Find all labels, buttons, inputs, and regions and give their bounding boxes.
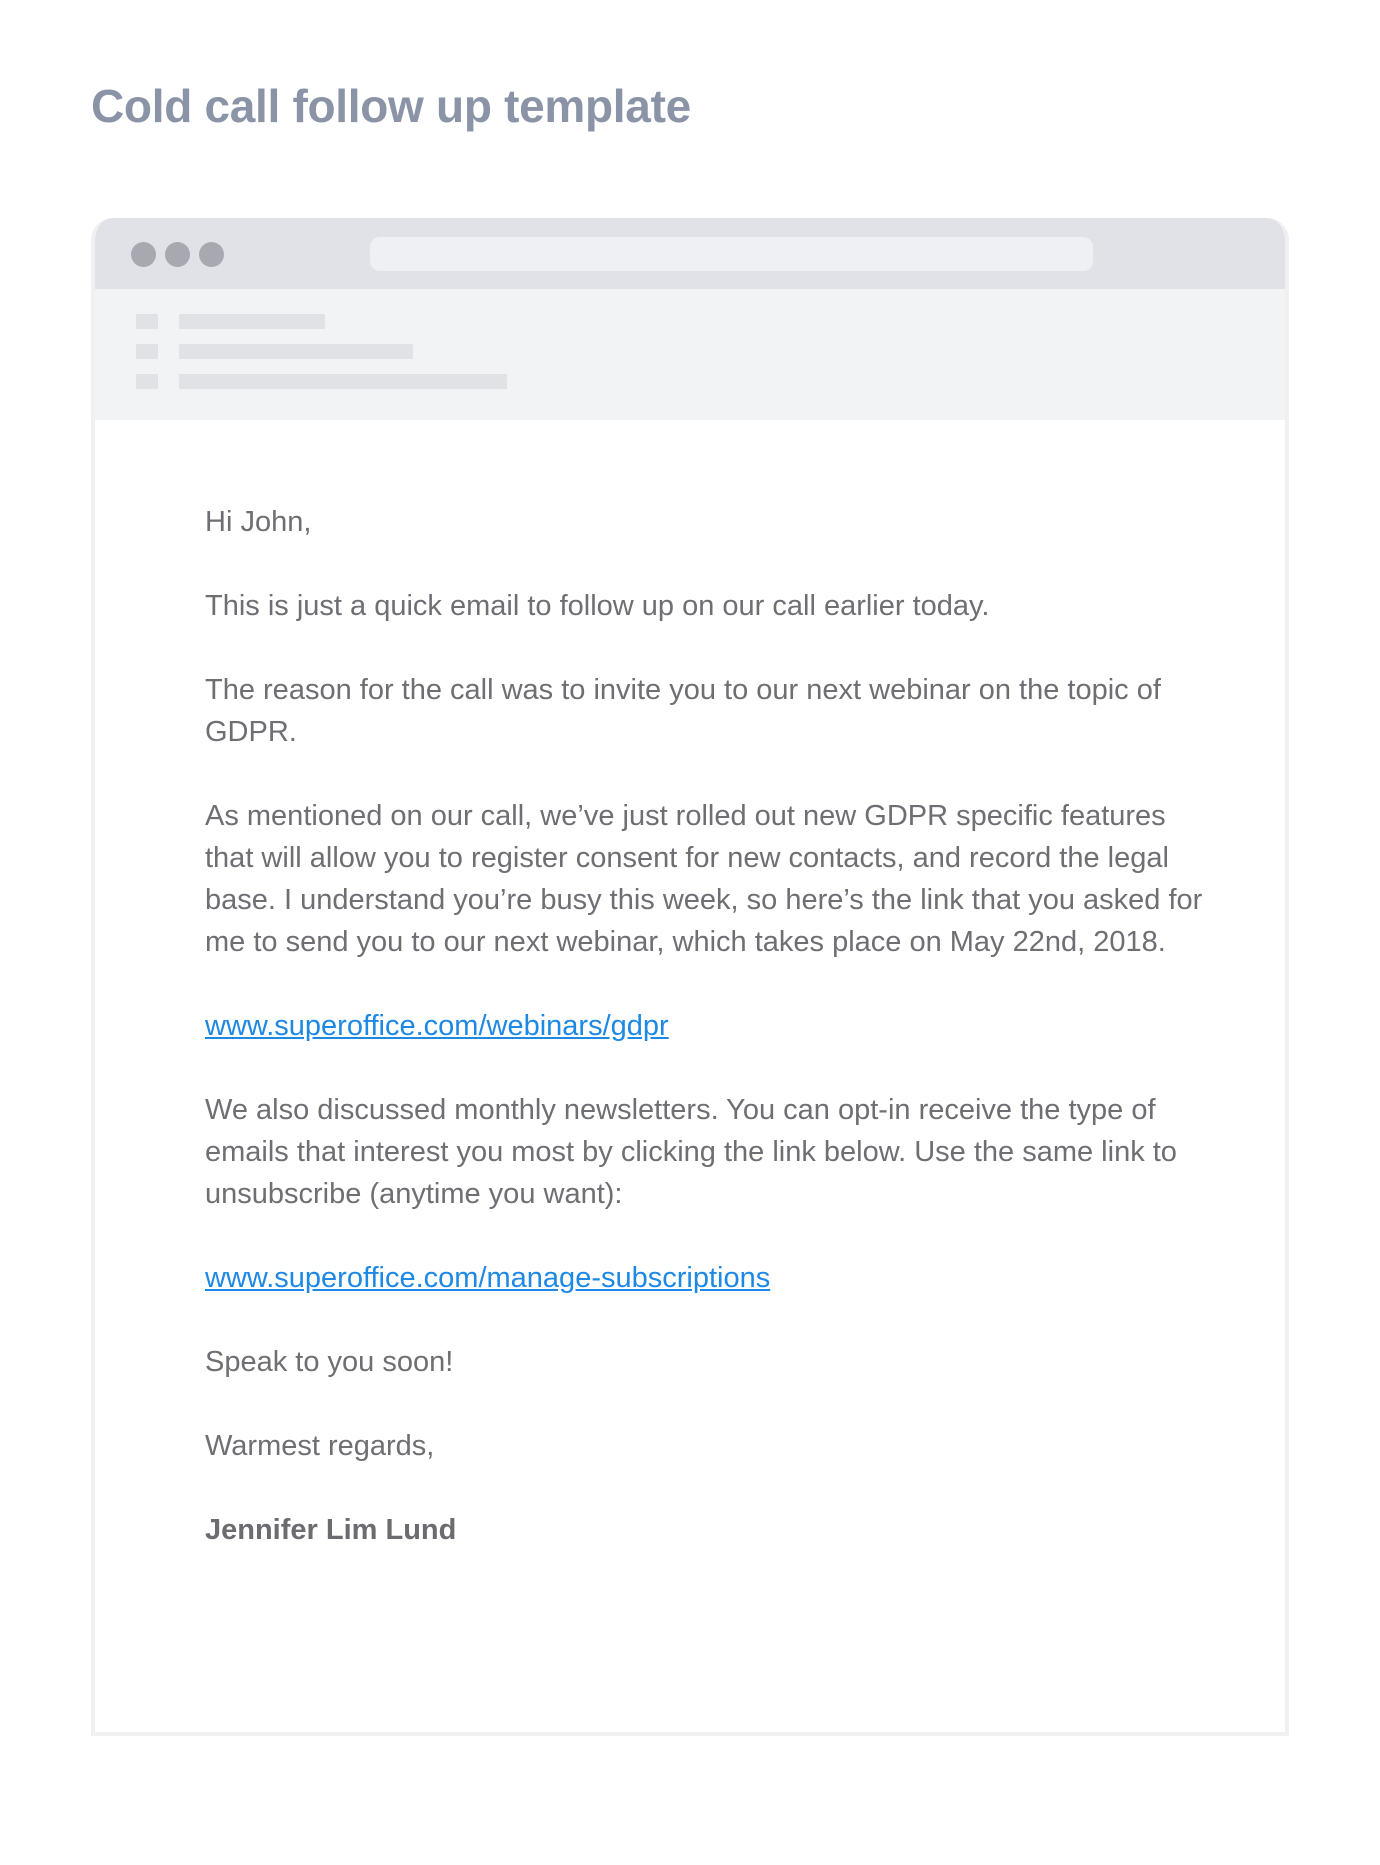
email-closing: Speak to you soon! xyxy=(205,1346,454,1378)
manage-subscriptions-link[interactable]: www.superoffice.com/manage-subscriptions xyxy=(205,1262,771,1294)
email-paragraph: As mentioned on our call, we’ve just rolled out new GDPR specific features that will allow you to register consent for new contacts, and record the legal base. I understand you’re busy this week, so here’s the link that you asked for me to send you to our next webinar, which takes place on May 22nd, 2018. xyxy=(205,800,1203,958)
email-paragraph: We also discussed monthly newsletters. You can opt-in receive the type of emails that interest you most by clicking the link below. Use the same link to unsubscribe (anytime you want): xyxy=(205,1094,1177,1210)
subscriptions-link-line xyxy=(205,1257,1215,1299)
header-field-icon xyxy=(136,344,158,359)
window-control-dot-icon[interactable] xyxy=(165,242,190,267)
email-window xyxy=(91,218,1289,1736)
window-titlebar xyxy=(91,218,1289,289)
email-greeting: Hi John, xyxy=(205,506,312,538)
page-title: Cold call follow up template xyxy=(91,80,691,132)
email-paragraph: This is just a quick email to follow up on our call earlier today. xyxy=(205,590,990,622)
email-paragraph: The reason for the call was to invite you to our next webinar on the topic of GDPR. xyxy=(205,674,1161,748)
header-field-icon xyxy=(136,374,158,389)
window-control-dot-icon[interactable] xyxy=(199,242,224,267)
header-field-placeholder xyxy=(179,314,325,329)
header-field-placeholder xyxy=(179,344,413,359)
header-field-icon xyxy=(136,314,158,329)
webinar-link-line xyxy=(205,1005,1215,1047)
email-sign-off: Warmest regards, xyxy=(205,1430,435,1462)
webinar-link[interactable]: www.superoffice.com/webinars/gdpr xyxy=(205,1010,669,1042)
address-bar[interactable] xyxy=(370,237,1093,271)
window-control-dot-icon[interactable] xyxy=(131,242,156,267)
email-signature: Jennifer Lim Lund xyxy=(205,1514,457,1546)
header-field-placeholder xyxy=(179,374,507,389)
email-body xyxy=(205,501,1215,1593)
email-header-placeholder xyxy=(91,289,1289,420)
